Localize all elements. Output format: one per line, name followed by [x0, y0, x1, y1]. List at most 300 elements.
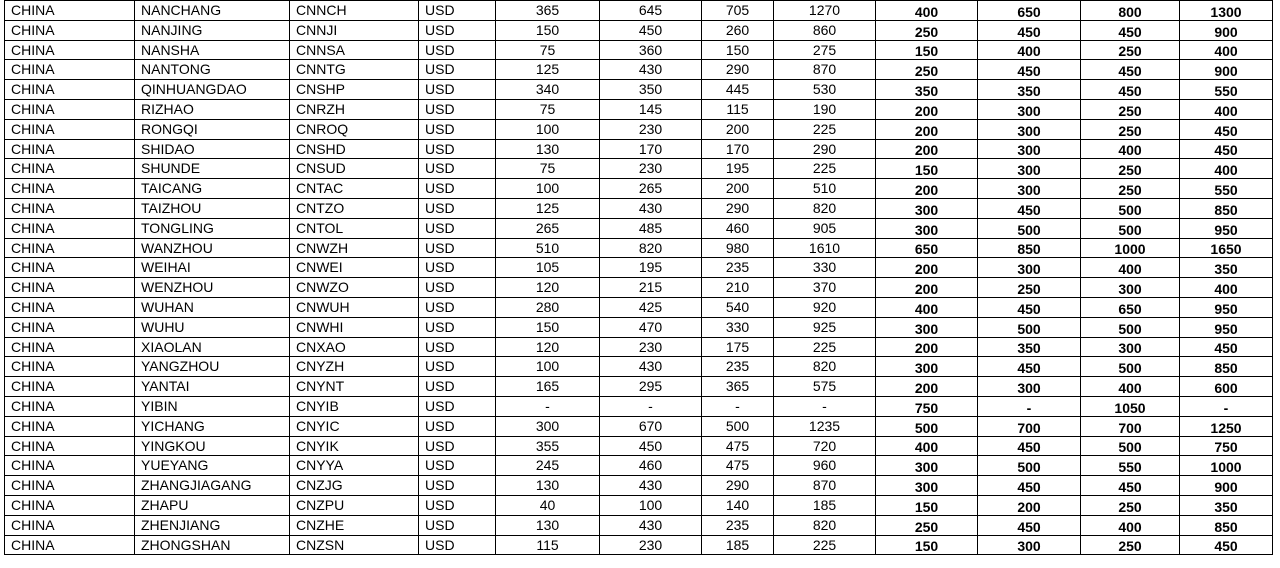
bold-rate-cell: 400: [1081, 139, 1180, 159]
rate-cell: 430: [600, 476, 702, 496]
bold-rate-cell: 550: [1081, 456, 1180, 476]
bold-rate-cell: 350: [1180, 495, 1273, 515]
port-cell: TAICANG: [135, 179, 290, 199]
rate-cell: 185: [774, 495, 876, 515]
bold-rate-cell: 200: [876, 179, 978, 199]
table-row: [5, 337, 1273, 357]
rate-cell: 200: [702, 119, 774, 139]
bold-rate-cell: 450: [978, 297, 1081, 317]
port-code-cell: CNROQ: [290, 119, 419, 139]
bold-rate-cell: 500: [1081, 317, 1180, 337]
rate-cell: 510: [774, 179, 876, 199]
bold-rate-cell: 250: [1081, 179, 1180, 199]
bold-rate-cell: 300: [978, 99, 1081, 119]
rate-cell: 820: [600, 238, 702, 258]
bold-rate-cell: 250: [1081, 99, 1180, 119]
table-row: [5, 396, 1273, 416]
bold-rate-cell: 500: [1081, 436, 1180, 456]
bold-rate-cell: 500: [978, 218, 1081, 238]
bold-rate-cell: 300: [978, 119, 1081, 139]
port-code-cell: CNYYA: [290, 456, 419, 476]
bold-rate-cell: 550: [1180, 80, 1273, 100]
port-code-cell: CNNTG: [290, 60, 419, 80]
rate-cell: -: [774, 396, 876, 416]
bold-rate-cell: 450: [978, 198, 1081, 218]
bold-rate-cell: 150: [876, 40, 978, 60]
port-cell: SHIDAO: [135, 139, 290, 159]
country-cell: CHINA: [5, 99, 135, 119]
bold-rate-cell: 450: [1180, 119, 1273, 139]
rate-cell: 190: [774, 99, 876, 119]
bold-rate-cell: 250: [1081, 159, 1180, 179]
port-code-cell: CNRZH: [290, 99, 419, 119]
country-cell: CHINA: [5, 198, 135, 218]
bold-rate-cell: 400: [876, 297, 978, 317]
currency-cell: USD: [419, 198, 496, 218]
rate-cell: 235: [702, 515, 774, 535]
port-code-cell: CNSUD: [290, 159, 419, 179]
currency-cell: USD: [419, 476, 496, 496]
port-code-cell: CNNJI: [290, 20, 419, 40]
table-row: [5, 198, 1273, 218]
bold-rate-cell: 500: [1081, 198, 1180, 218]
rate-cell: 365: [702, 377, 774, 397]
bold-rate-cell: 300: [876, 198, 978, 218]
rate-cell: 365: [496, 1, 600, 21]
rate-cell: 150: [496, 317, 600, 337]
country-cell: CHINA: [5, 278, 135, 298]
country-cell: CHINA: [5, 357, 135, 377]
port-cell: NANCHANG: [135, 1, 290, 21]
port-code-cell: CNZJG: [290, 476, 419, 496]
bold-rate-cell: 1050: [1081, 396, 1180, 416]
rate-cell: 475: [702, 456, 774, 476]
currency-cell: USD: [419, 1, 496, 21]
bold-rate-cell: 650: [1081, 297, 1180, 317]
rate-cell: 925: [774, 317, 876, 337]
port-code-cell: CNTOL: [290, 218, 419, 238]
bold-rate-cell: 250: [978, 278, 1081, 298]
table-row: [5, 238, 1273, 258]
currency-cell: USD: [419, 80, 496, 100]
country-cell: CHINA: [5, 218, 135, 238]
bold-rate-cell: 250: [1081, 40, 1180, 60]
bold-rate-cell: 300: [978, 535, 1081, 555]
bold-rate-cell: 400: [1180, 99, 1273, 119]
table-row: [5, 159, 1273, 179]
rate-cell: 430: [600, 198, 702, 218]
rate-cell: 355: [496, 436, 600, 456]
rate-cell: 225: [774, 535, 876, 555]
rate-cell: 230: [600, 535, 702, 555]
bold-rate-cell: 950: [1180, 297, 1273, 317]
currency-cell: USD: [419, 436, 496, 456]
rate-cell: 450: [600, 436, 702, 456]
rate-cell: 165: [496, 377, 600, 397]
rate-cell: 275: [774, 40, 876, 60]
rate-cell: 175: [702, 337, 774, 357]
country-cell: CHINA: [5, 515, 135, 535]
bold-rate-cell: 850: [978, 238, 1081, 258]
rate-cell: -: [496, 396, 600, 416]
currency-cell: USD: [419, 119, 496, 139]
rate-cell: 170: [702, 139, 774, 159]
rate-cell: 705: [702, 1, 774, 21]
port-code-cell: CNWZH: [290, 238, 419, 258]
rate-cell: 575: [774, 377, 876, 397]
country-cell: CHINA: [5, 535, 135, 555]
rate-cell: 290: [774, 139, 876, 159]
bold-rate-cell: 150: [876, 159, 978, 179]
port-code-cell: CNZHE: [290, 515, 419, 535]
table-row: [5, 99, 1273, 119]
currency-cell: USD: [419, 258, 496, 278]
currency-cell: USD: [419, 377, 496, 397]
currency-cell: USD: [419, 99, 496, 119]
bold-rate-cell: 150: [876, 535, 978, 555]
bold-rate-cell: 450: [1081, 20, 1180, 40]
rate-cell: 295: [600, 377, 702, 397]
country-cell: CHINA: [5, 297, 135, 317]
rate-cell: 185: [702, 535, 774, 555]
currency-cell: USD: [419, 317, 496, 337]
port-cell: ZHAPU: [135, 495, 290, 515]
bold-rate-cell: 300: [978, 139, 1081, 159]
rate-cell: 75: [496, 159, 600, 179]
port-code-cell: CNWEI: [290, 258, 419, 278]
port-code-cell: CNYIB: [290, 396, 419, 416]
port-cell: RIZHAO: [135, 99, 290, 119]
rate-cell: 150: [702, 40, 774, 60]
bold-rate-cell: 1000: [1180, 456, 1273, 476]
bold-rate-cell: 200: [876, 139, 978, 159]
port-cell: WANZHOU: [135, 238, 290, 258]
rate-cell: 980: [702, 238, 774, 258]
rate-cell: 670: [600, 416, 702, 436]
rate-cell: 330: [774, 258, 876, 278]
rate-cell: 1610: [774, 238, 876, 258]
port-cell: YUEYANG: [135, 456, 290, 476]
bold-rate-cell: 150: [876, 495, 978, 515]
bold-rate-cell: 850: [1180, 357, 1273, 377]
currency-cell: USD: [419, 278, 496, 298]
bold-rate-cell: 250: [1081, 535, 1180, 555]
rate-cell: 125: [496, 198, 600, 218]
bold-rate-cell: 450: [1180, 139, 1273, 159]
rate-cell: 340: [496, 80, 600, 100]
port-cell: TONGLING: [135, 218, 290, 238]
rate-cell: 290: [702, 476, 774, 496]
rate-cell: 200: [702, 179, 774, 199]
port-cell: NANTONG: [135, 60, 290, 80]
port-cell: YICHANG: [135, 416, 290, 436]
table-row: [5, 436, 1273, 456]
currency-cell: USD: [419, 456, 496, 476]
bold-rate-cell: 900: [1180, 476, 1273, 496]
country-cell: CHINA: [5, 20, 135, 40]
rate-cell: 105: [496, 258, 600, 278]
rate-cell: 280: [496, 297, 600, 317]
bold-rate-cell: 400: [1180, 159, 1273, 179]
rate-cell: 145: [600, 99, 702, 119]
rate-cell: 150: [496, 20, 600, 40]
bold-rate-cell: 650: [978, 1, 1081, 21]
port-code-cell: CNXAO: [290, 337, 419, 357]
rate-cell: 430: [600, 515, 702, 535]
currency-cell: USD: [419, 535, 496, 555]
port-cell: WUHAN: [135, 297, 290, 317]
bold-rate-cell: 550: [1180, 179, 1273, 199]
bold-rate-cell: 950: [1180, 218, 1273, 238]
bold-rate-cell: 250: [876, 20, 978, 40]
table-row: [5, 258, 1273, 278]
rate-cell: 445: [702, 80, 774, 100]
bold-rate-cell: 400: [978, 40, 1081, 60]
bold-rate-cell: 450: [978, 20, 1081, 40]
port-cell: YINGKOU: [135, 436, 290, 456]
port-code-cell: CNWZO: [290, 278, 419, 298]
currency-cell: USD: [419, 20, 496, 40]
rate-cell: 235: [702, 357, 774, 377]
port-code-cell: CNYNT: [290, 377, 419, 397]
country-cell: CHINA: [5, 476, 135, 496]
rate-cell: 170: [600, 139, 702, 159]
bold-rate-cell: 1300: [1180, 1, 1273, 21]
bold-rate-cell: 450: [978, 60, 1081, 80]
currency-cell: USD: [419, 179, 496, 199]
rate-cell: 350: [600, 80, 702, 100]
country-cell: CHINA: [5, 1, 135, 21]
rate-cell: 870: [774, 476, 876, 496]
bold-rate-cell: 350: [978, 337, 1081, 357]
table-row: [5, 40, 1273, 60]
table-row: [5, 535, 1273, 555]
bold-rate-cell: 500: [978, 456, 1081, 476]
currency-cell: USD: [419, 159, 496, 179]
country-cell: CHINA: [5, 119, 135, 139]
bold-rate-cell: 700: [978, 416, 1081, 436]
port-code-cell: CNYZH: [290, 357, 419, 377]
bold-rate-cell: 300: [978, 159, 1081, 179]
bold-rate-cell: 450: [1081, 80, 1180, 100]
port-cell: RONGQI: [135, 119, 290, 139]
bold-rate-cell: 250: [876, 60, 978, 80]
bold-rate-cell: 300: [876, 476, 978, 496]
country-cell: CHINA: [5, 179, 135, 199]
bold-rate-cell: 300: [876, 317, 978, 337]
rate-cell: 960: [774, 456, 876, 476]
bold-rate-cell: 300: [978, 377, 1081, 397]
rate-cell: 225: [774, 119, 876, 139]
table-row: [5, 1, 1273, 21]
bold-rate-cell: 750: [876, 396, 978, 416]
country-cell: CHINA: [5, 495, 135, 515]
rate-cell: 265: [600, 179, 702, 199]
bold-rate-cell: 900: [1180, 20, 1273, 40]
rate-cell: 290: [702, 60, 774, 80]
bold-rate-cell: 400: [1180, 278, 1273, 298]
table-row: [5, 20, 1273, 40]
rate-cell: 460: [600, 456, 702, 476]
bold-rate-cell: 500: [1081, 357, 1180, 377]
rate-cell: 100: [600, 495, 702, 515]
bold-rate-cell: 200: [876, 119, 978, 139]
port-cell: QINHUANGDAO: [135, 80, 290, 100]
rate-cell: 225: [774, 337, 876, 357]
bold-rate-cell: 900: [1180, 60, 1273, 80]
rate-cell: 530: [774, 80, 876, 100]
rate-cell: 265: [496, 218, 600, 238]
bold-rate-cell: 300: [876, 456, 978, 476]
bold-rate-cell: 450: [1180, 337, 1273, 357]
port-code-cell: CNTAC: [290, 179, 419, 199]
rate-cell: 485: [600, 218, 702, 238]
bold-rate-cell: 600: [1180, 377, 1273, 397]
country-cell: CHINA: [5, 317, 135, 337]
bold-rate-cell: 800: [1081, 1, 1180, 21]
rate-cell: 820: [774, 198, 876, 218]
bold-rate-cell: 950: [1180, 317, 1273, 337]
rate-cell: 290: [702, 198, 774, 218]
rate-cell: 370: [774, 278, 876, 298]
rate-cell: 500: [702, 416, 774, 436]
currency-cell: USD: [419, 357, 496, 377]
table-row: [5, 139, 1273, 159]
rate-cell: 100: [496, 119, 600, 139]
table-row: [5, 60, 1273, 80]
currency-cell: USD: [419, 60, 496, 80]
country-cell: CHINA: [5, 139, 135, 159]
currency-cell: USD: [419, 238, 496, 258]
rate-cell: 510: [496, 238, 600, 258]
table-row: [5, 317, 1273, 337]
bold-rate-cell: 1000: [1081, 238, 1180, 258]
rate-cell: 230: [600, 159, 702, 179]
port-cell: NANJING: [135, 20, 290, 40]
bold-rate-cell: 200: [876, 99, 978, 119]
bold-rate-cell: 450: [1081, 476, 1180, 496]
rate-cell: 130: [496, 139, 600, 159]
table-row: [5, 218, 1273, 238]
bold-rate-cell: 650: [876, 238, 978, 258]
bold-rate-cell: 850: [1180, 198, 1273, 218]
rate-cell: 130: [496, 515, 600, 535]
port-code-cell: CNYIC: [290, 416, 419, 436]
rate-cell: 460: [702, 218, 774, 238]
country-cell: CHINA: [5, 80, 135, 100]
bold-rate-cell: 250: [1081, 495, 1180, 515]
bold-rate-cell: 300: [876, 357, 978, 377]
rate-cell: 195: [600, 258, 702, 278]
port-code-cell: CNTZO: [290, 198, 419, 218]
bold-rate-cell: 850: [1180, 515, 1273, 535]
bold-rate-cell: 300: [876, 218, 978, 238]
port-cell: NANSHA: [135, 40, 290, 60]
rate-cell: 235: [702, 258, 774, 278]
currency-cell: USD: [419, 297, 496, 317]
bold-rate-cell: 400: [876, 436, 978, 456]
currency-cell: USD: [419, 139, 496, 159]
bold-rate-cell: 300: [1081, 337, 1180, 357]
rate-cell: 540: [702, 297, 774, 317]
rate-cell: 905: [774, 218, 876, 238]
bold-rate-cell: 450: [1180, 535, 1273, 555]
country-cell: CHINA: [5, 436, 135, 456]
currency-cell: USD: [419, 396, 496, 416]
bold-rate-cell: 450: [978, 436, 1081, 456]
table-row: [5, 515, 1273, 535]
rate-cell: 75: [496, 40, 600, 60]
bold-rate-cell: 200: [876, 337, 978, 357]
rate-cell: 120: [496, 278, 600, 298]
rate-cell: 225: [774, 159, 876, 179]
port-code-cell: CNWHI: [290, 317, 419, 337]
rate-cell: 1235: [774, 416, 876, 436]
bold-rate-cell: 500: [876, 416, 978, 436]
port-code-cell: CNZPU: [290, 495, 419, 515]
bold-rate-cell: 300: [978, 179, 1081, 199]
bold-rate-cell: 1650: [1180, 238, 1273, 258]
port-cell: ZHENJIANG: [135, 515, 290, 535]
table-row: [5, 179, 1273, 199]
rate-cell: 125: [496, 60, 600, 80]
currency-cell: USD: [419, 40, 496, 60]
port-cell: SHUNDE: [135, 159, 290, 179]
bold-rate-cell: 400: [1081, 258, 1180, 278]
rate-cell: 300: [496, 416, 600, 436]
port-code-cell: CNNCH: [290, 1, 419, 21]
table-row: [5, 297, 1273, 317]
port-cell: TAIZHOU: [135, 198, 290, 218]
table-row: [5, 416, 1273, 436]
port-cell: XIAOLAN: [135, 337, 290, 357]
currency-cell: USD: [419, 337, 496, 357]
table-row: [5, 119, 1273, 139]
port-cell: ZHANGJIAGANG: [135, 476, 290, 496]
table-row: [5, 476, 1273, 496]
bold-rate-cell: 250: [876, 515, 978, 535]
country-cell: CHINA: [5, 396, 135, 416]
rate-cell: 720: [774, 436, 876, 456]
country-cell: CHINA: [5, 40, 135, 60]
rate-cell: 210: [702, 278, 774, 298]
bold-rate-cell: 450: [978, 357, 1081, 377]
country-cell: CHINA: [5, 238, 135, 258]
rate-cell: 820: [774, 357, 876, 377]
port-code-cell: CNNSA: [290, 40, 419, 60]
table-row: [5, 495, 1273, 515]
rate-cell: 430: [600, 60, 702, 80]
country-cell: CHINA: [5, 159, 135, 179]
bold-rate-cell: 400: [1081, 515, 1180, 535]
country-cell: CHINA: [5, 456, 135, 476]
bold-rate-cell: 200: [876, 258, 978, 278]
rate-cell: 115: [702, 99, 774, 119]
rate-cell: 230: [600, 119, 702, 139]
port-code-cell: CNYIK: [290, 436, 419, 456]
rate-cell: 115: [496, 535, 600, 555]
rate-cell: 100: [496, 357, 600, 377]
rate-cell: 330: [702, 317, 774, 337]
rate-cell: 860: [774, 20, 876, 40]
port-cell: WENZHOU: [135, 278, 290, 298]
rate-cell: 40: [496, 495, 600, 515]
rate-cell: 260: [702, 20, 774, 40]
port-cell: YIBIN: [135, 396, 290, 416]
rate-cell: 120: [496, 337, 600, 357]
rate-cell: 425: [600, 297, 702, 317]
rate-cell: 920: [774, 297, 876, 317]
